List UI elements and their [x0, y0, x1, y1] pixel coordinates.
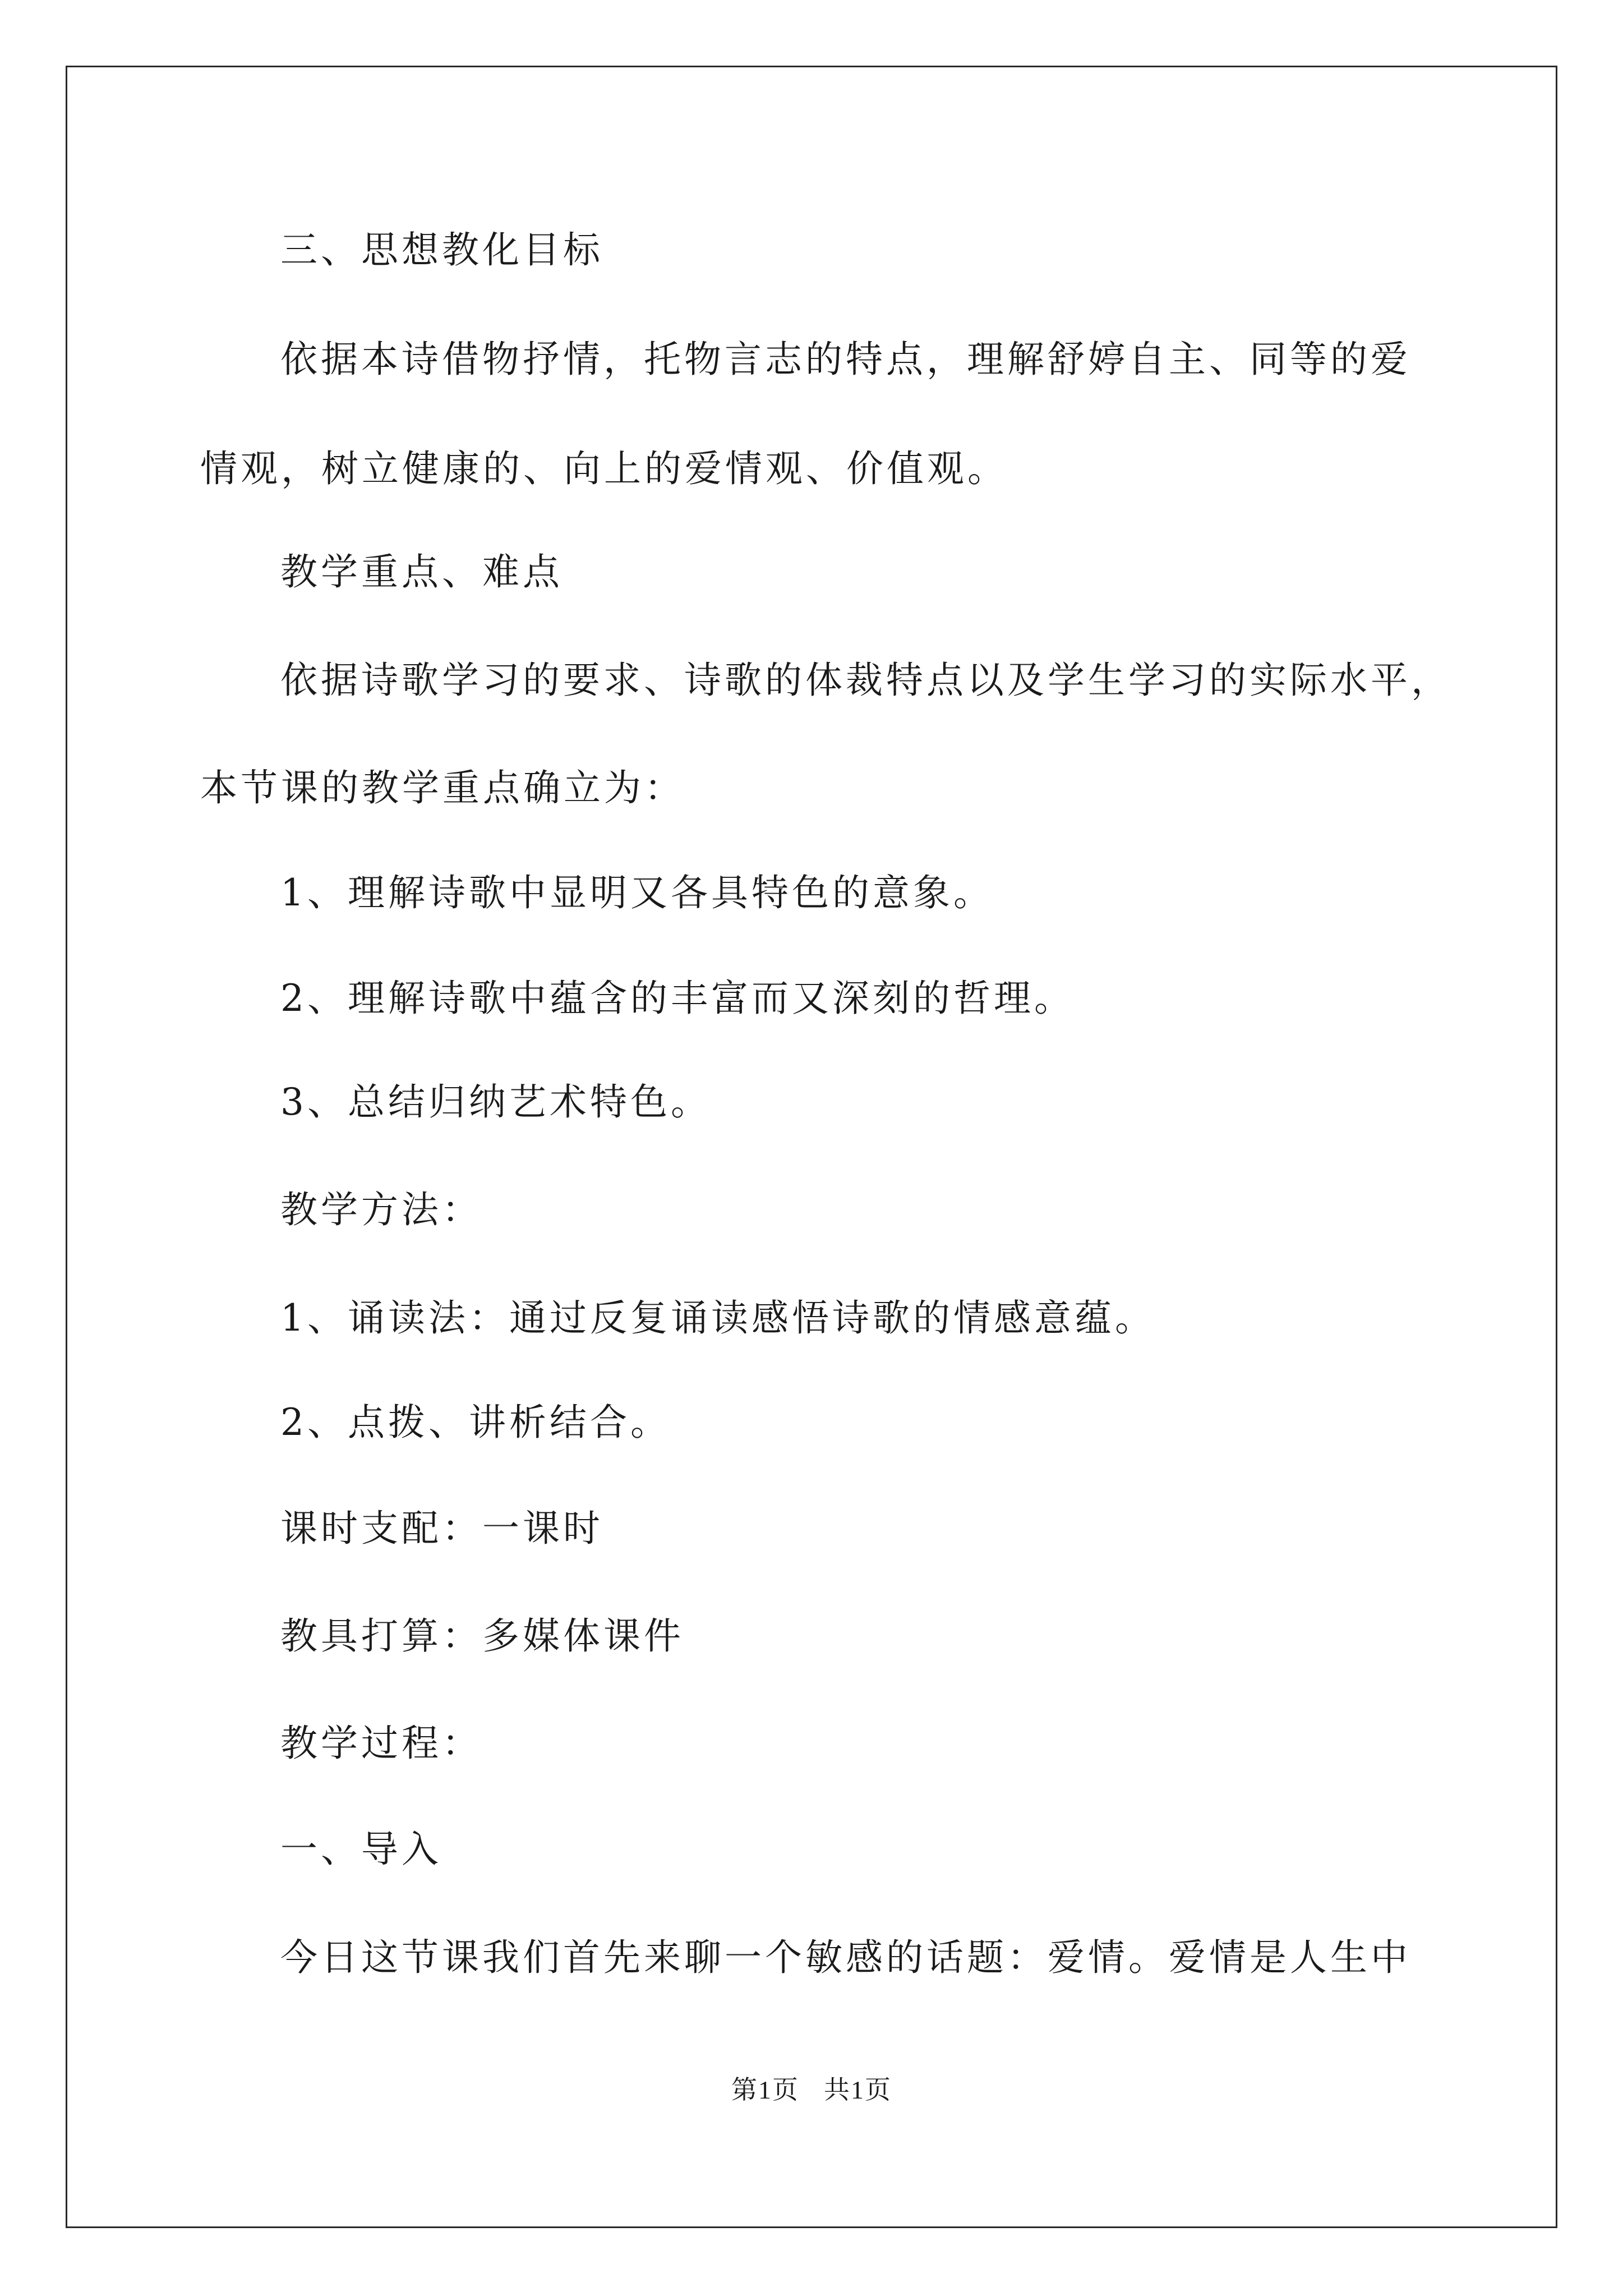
paragraph-line: 依据本诗借物抒情，托物言志的特点，理解舒婷自主、同等的爱 — [280, 338, 1411, 381]
info-line-class-hours: 课时支配：一课时 — [280, 1507, 603, 1550]
paragraph-line: 情观，树立健康的、向上的爱情观、价值观。 — [200, 447, 1008, 490]
paragraph-line: 本节课的教学重点确立为： — [200, 766, 685, 809]
list-item: 1、理解诗歌中显明又各具特色的意象。 — [280, 871, 994, 914]
section-heading-ideological-goal: 三、思想教化目标 — [280, 228, 603, 272]
info-line-teaching-aids: 教具打算：多媒体课件 — [280, 1614, 684, 1658]
list-item: 2、点拨、讲析结合。 — [280, 1401, 671, 1444]
page-number-label: 第1页 — [731, 2076, 799, 2104]
paragraph-line: 今日这节课我们首先来聊一个敏感的话题：爱情。爱情是人生中 — [280, 1936, 1411, 1979]
list-item: 2、理解诗歌中蕴含的丰富而又深刻的哲理。 — [280, 977, 1075, 1020]
list-item: 1、诵读法：通过反复诵读感悟诗歌的情感意蕴。 — [280, 1296, 1155, 1340]
section-heading-process: 教学过程： — [280, 1722, 482, 1765]
paragraph-line: 依据诗歌学习的要求、诗歌的体裁特点以及学生学习的实际水平， — [280, 659, 1451, 702]
page-footer — [0, 2073, 1623, 2107]
section-heading-methods: 教学方法： — [280, 1188, 482, 1231]
section-heading-key-points: 教学重点、难点 — [280, 550, 563, 593]
page-total-label: 共1页 — [824, 2076, 892, 2104]
list-item: 3、总结归纳艺术特色。 — [280, 1080, 711, 1124]
section-heading-introduction: 一、导入 — [280, 1828, 442, 1871]
